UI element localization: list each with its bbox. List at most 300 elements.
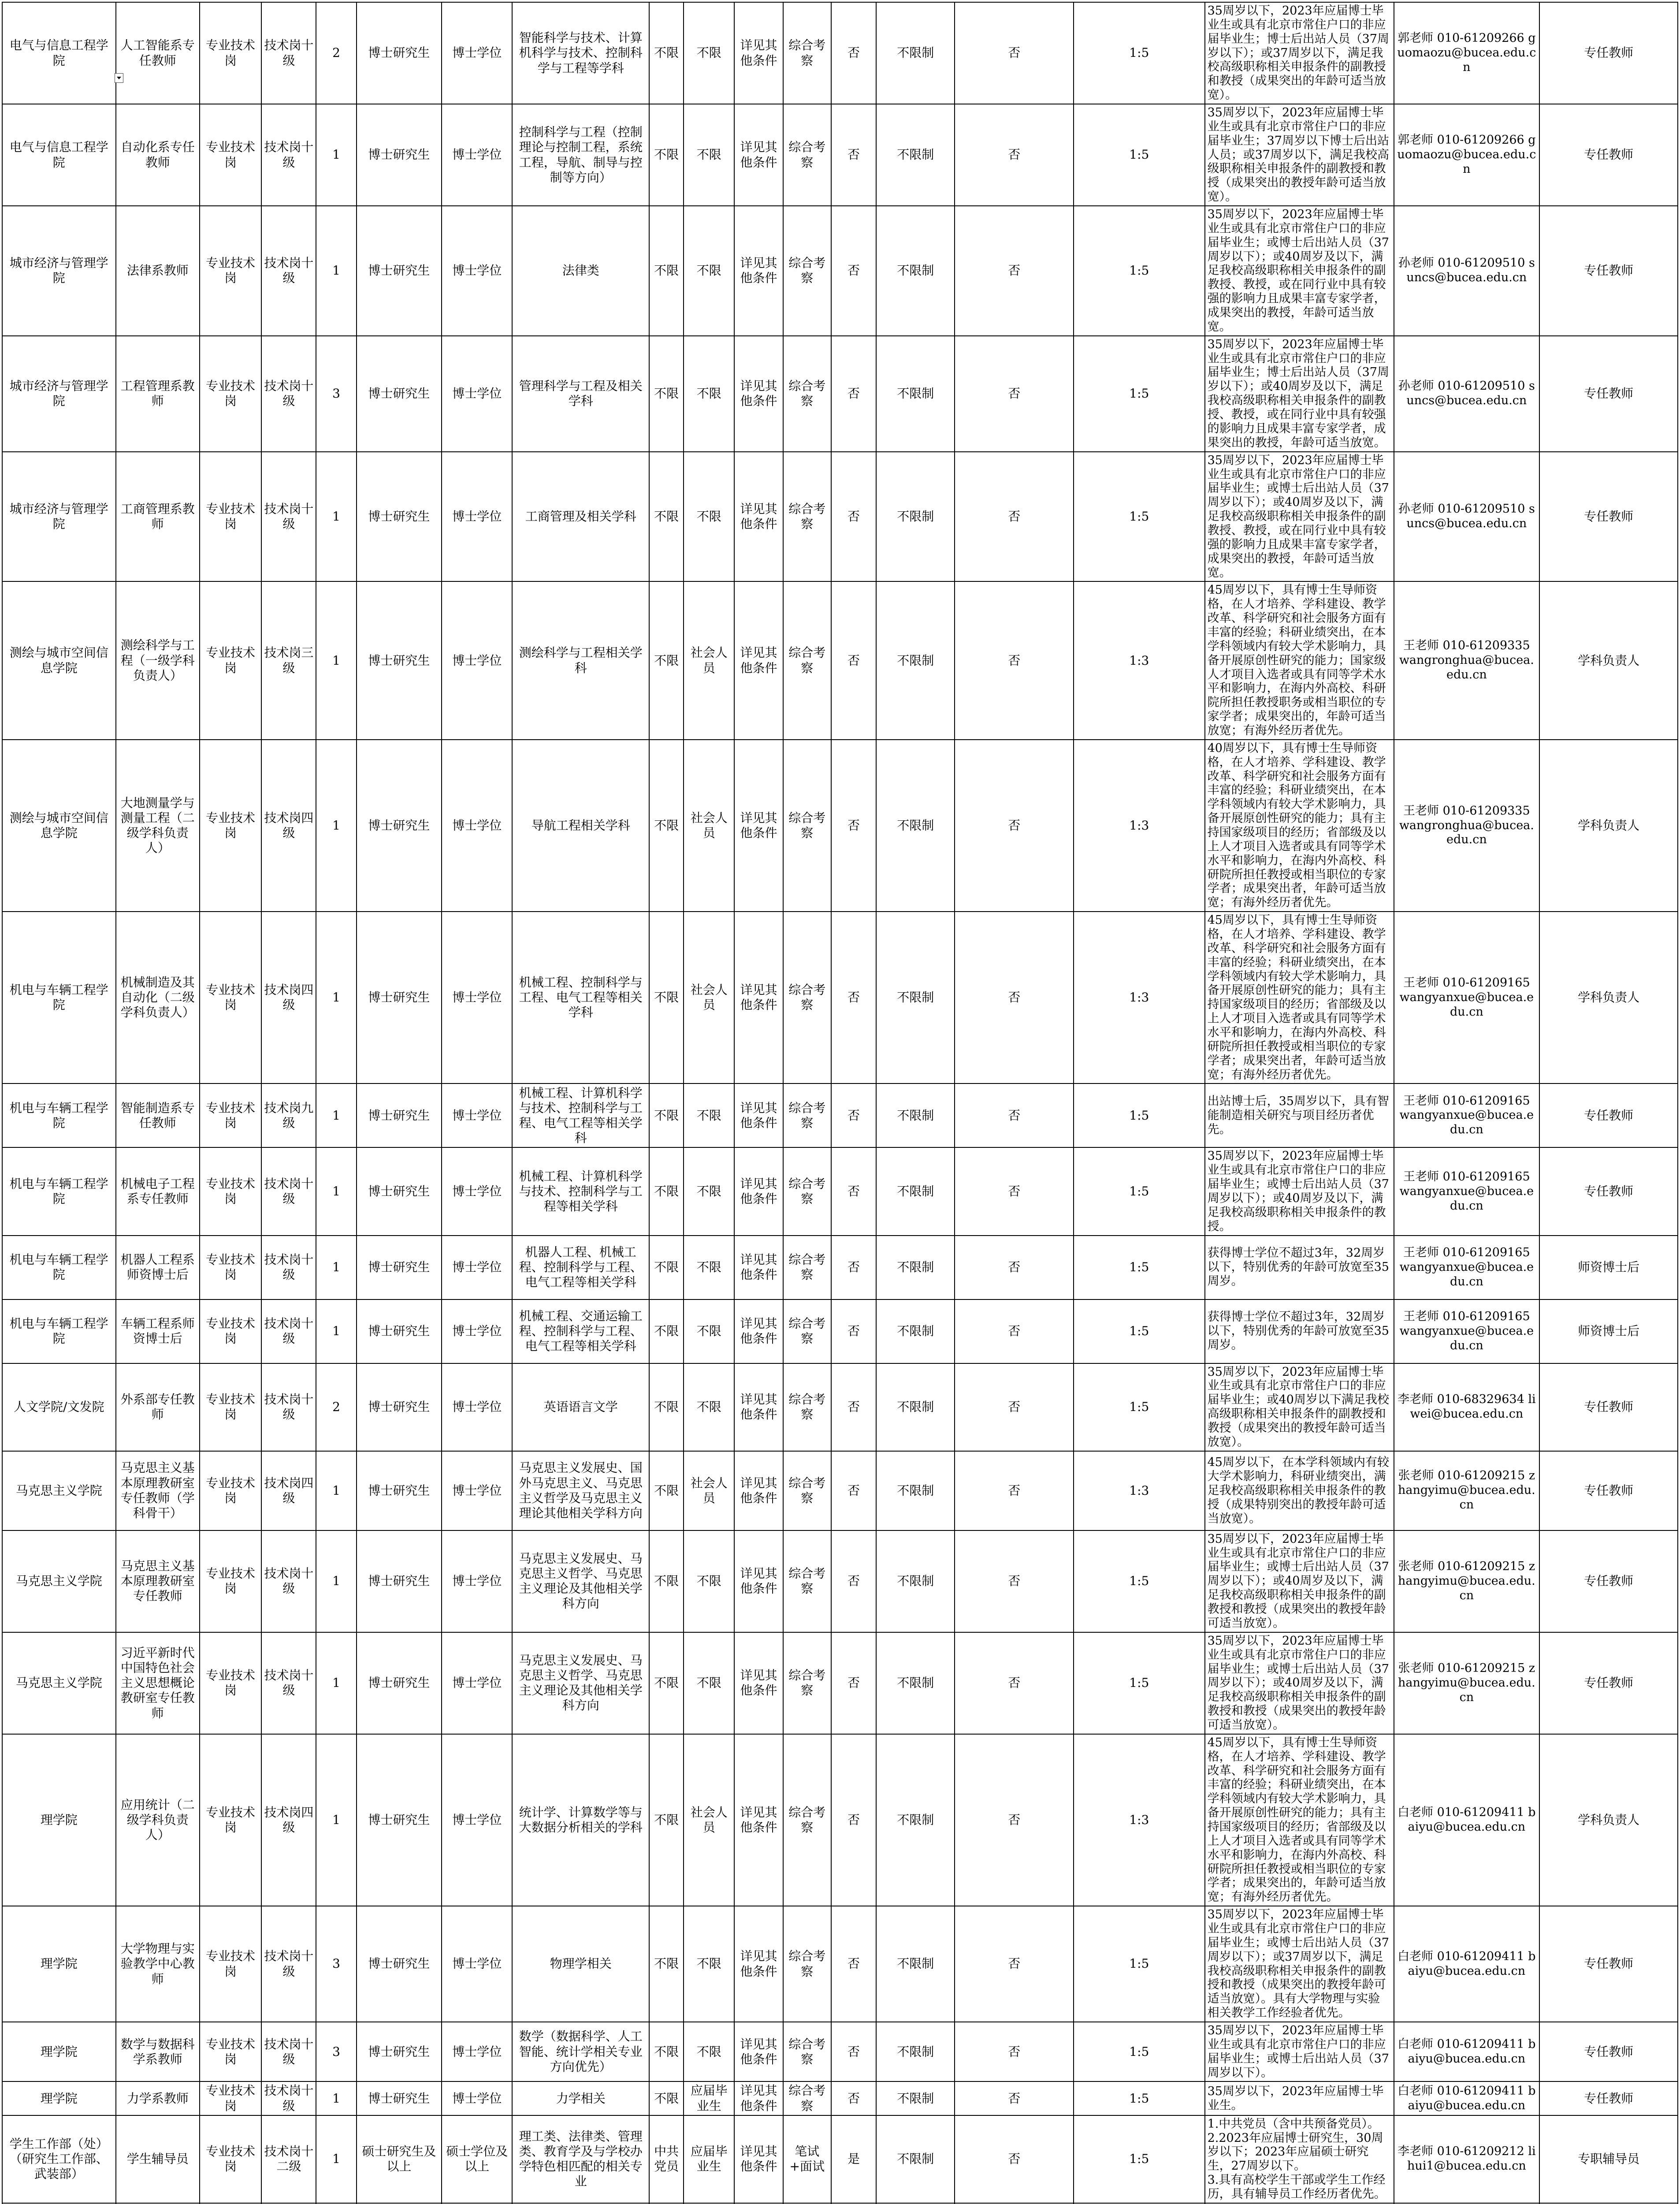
requirements-cell: 获得博士学位不超过3年，32周岁以下，特别优秀的年龄可放宽至35周岁。 (1205, 1236, 1394, 1299)
exam-method-cell: 综合考察 (783, 104, 831, 206)
requirements-cell (1205, 2203, 1394, 2204)
other-conditions-cell: 详见其他条件 (734, 912, 783, 1083)
contact-cell: 白老师 010-61209411 baiyu@bucea.edu.cn (1394, 2022, 1540, 2081)
education-cell: 博士研究生 (357, 2081, 442, 2115)
major-cell: 英语语言文学 (512, 1363, 649, 1451)
major-cell: 马克思主义发展史、马克思主义哲学、马克思主义理论及其他相关学科方向 (512, 1632, 649, 1734)
political-status-cell: 不限 (649, 1451, 684, 1530)
degree-cell: 博士学位 (442, 1147, 512, 1235)
education-cell (357, 2203, 442, 2204)
post-category-cell: 专业技术岗 (200, 1906, 261, 2022)
work-years-cell: 不限制 (876, 581, 955, 739)
department-cell: 人文学院/文发院 (2, 1363, 116, 1451)
contact-cell: 王老师 010-61209335 wangronghua@bucea.edu.cn (1394, 581, 1540, 739)
major-cell: 管理科学与工程及相关学科 (512, 336, 649, 452)
headcount-cell: 1 (316, 1299, 356, 1363)
political-status-cell: 不限 (649, 336, 684, 452)
post-category-cell: 专业技术岗 (200, 1363, 261, 1451)
contact-cell: 王老师 010-61209165 wangyanxue@bucea.edu.cn (1394, 1236, 1540, 1299)
post-category-cell: 专业技术岗 (200, 912, 261, 1083)
limit-cell: 否 (955, 740, 1074, 912)
education-cell: 博士研究生 (357, 581, 442, 739)
remark-cell: 师资博士后 (1539, 1236, 1678, 1299)
education-cell: 博士研究生 (357, 912, 442, 1083)
limit-cell: 否 (955, 1363, 1074, 1451)
major-cell: 工商管理及相关学科 (512, 452, 649, 582)
work-years-cell (876, 2203, 955, 2204)
headcount-cell: 1 (316, 1236, 356, 1299)
education-cell: 博士研究生 (357, 1147, 442, 1235)
education-cell: 博士研究生 (357, 1299, 442, 1363)
candidate-source-cell: 不限 (684, 1236, 734, 1299)
department-cell: 理学院 (2, 1906, 116, 2022)
ratio-cell: 1:3 (1074, 740, 1205, 912)
recruitment-table (2, 2, 1678, 2204)
post-level-cell: 技术岗九级 (261, 1083, 316, 1147)
work-years-cell: 不限制 (876, 104, 955, 206)
position-name-cell: 机械制造及其自动化（二级学科负责人） (116, 912, 200, 1083)
post-level-cell: 技术岗十级 (261, 1299, 316, 1363)
education-cell: 博士研究生 (357, 2, 442, 104)
position-name-cell: 机器人工程系师资博士后 (116, 1236, 200, 1299)
requirements-cell: 35周岁以下，2023年应届博士毕业生或具有北京市常住户口的非应届毕业生；博士后出站人员（37周岁以下）；或37周岁以下，满足我校高级职称相关申报条件的副教授和教授（成果突出的年龄可适当放宽）。 (1205, 2, 1394, 104)
other-conditions-cell: 详见其他条件 (734, 2081, 783, 2115)
remark-cell: 专任教师 (1539, 1632, 1678, 1734)
headcount-cell: 1 (316, 1083, 356, 1147)
department-cell: 机电与车辆工程学院 (2, 1147, 116, 1235)
written-exam-cell: 否 (831, 1906, 876, 2022)
department-cell: 城市经济与管理学院 (2, 206, 116, 336)
education-cell: 硕士研究生及以上 (357, 2115, 442, 2203)
ratio-cell: 1:5 (1074, 2115, 1205, 2203)
position-name-cell: 自动化系专任教师 (116, 104, 200, 206)
written-exam-cell: 否 (831, 206, 876, 336)
headcount-cell: 2 (316, 2, 356, 104)
post-category-cell: 专业技术岗 (200, 1734, 261, 1906)
ratio-cell: 1:3 (1074, 1734, 1205, 1906)
exam-method-cell: 综合考察 (783, 1530, 831, 1632)
position-name-cell: 测绘科学与工程（一级学科负责人） (116, 581, 200, 739)
ratio-cell: 1:5 (1074, 1632, 1205, 1734)
position-name-cell: 法律系教师 (116, 206, 200, 336)
requirements-cell: 35周岁以下，2023年应届博士毕业生或具有北京市常住户口的非应届毕业生；或博士后出站人员（37周岁以下）；或40周岁及以下，满足我校高级职称相关申报条件的副教授、教授，或在同行业中具有较强的影响力且成果丰富专家学者，成果突出的教授，年龄可适当放宽。 (1205, 206, 1394, 336)
major-cell: 机械工程、计算机科学与技术、控制科学与工程等相关学科 (512, 1147, 649, 1235)
headcount-cell: 1 (316, 1632, 356, 1734)
post-level-cell: 技术岗四级 (261, 740, 316, 912)
department-cell: 理学院 (2, 2081, 116, 2115)
remark-cell: 学科负责人 (1539, 1734, 1678, 1906)
table-row (2, 1530, 1678, 1632)
written-exam-cell (831, 2203, 876, 2204)
other-conditions-cell: 详见其他条件 (734, 2, 783, 104)
contact-cell: 张老师 010-61209215 zhangyimu@bucea.edu.cn (1394, 1530, 1540, 1632)
requirements-cell: 45周岁以下，具有博士生导师资格，在人才培养、学科建设、教学改革、科学研究和社会服务方面有丰富的经验；科研业绩突出，在本学科领域内有较大学术影响力，具备开展原创性研究的能力；国家级人才项目入选者或具有同等学术水平和影响力，在海内外高校、科研院所担任教授职务或相当职位的专家学者；成果突出的，年龄可适当放宽；有海外经历者优先。 (1205, 581, 1394, 739)
degree-cell: 博士学位 (442, 2022, 512, 2081)
table-row (2, 2081, 1678, 2115)
ratio-cell: 1:3 (1074, 1451, 1205, 1530)
requirements-cell: 35周岁以下，2023年应届博士毕业生或具有北京市常住户口的非应届毕业生；或博士后出站人员（37周岁以下）；或40周岁及以下，满足我校高级职称相关申报条件的副教授、教授，或在同行业中具有较强的影响力且成果丰富专家学者，成果突出的教授，年龄可适当放宽。 (1205, 452, 1394, 582)
candidate-source-cell: 不限 (684, 1530, 734, 1632)
post-level-cell (261, 2203, 316, 2204)
remark-cell: 专任教师 (1539, 1363, 1678, 1451)
position-name-cell: 机械电子工程系专任教师 (116, 1147, 200, 1235)
department-cell: 马克思主义学院 (2, 1451, 116, 1530)
headcount-cell: 1 (316, 1451, 356, 1530)
degree-cell: 博士学位 (442, 1363, 512, 1451)
table-row (2, 1451, 1678, 1530)
candidate-source-cell: 社会人员 (684, 1734, 734, 1906)
department-cell: 测绘与城市空间信息学院 (2, 740, 116, 912)
chevron-down-icon (117, 77, 121, 79)
limit-cell: 否 (955, 1734, 1074, 1906)
remark-cell: 专任教师 (1539, 1083, 1678, 1147)
education-cell: 博士研究生 (357, 206, 442, 336)
exam-method-cell: 综合考察 (783, 1906, 831, 2022)
candidate-source-cell: 社会人员 (684, 1451, 734, 1530)
candidate-source-cell: 不限 (684, 206, 734, 336)
other-conditions-cell: 详见其他条件 (734, 2022, 783, 2081)
other-conditions-cell: 详见其他条件 (734, 2115, 783, 2203)
post-level-cell: 技术岗十级 (261, 1906, 316, 2022)
table-row (2, 1299, 1678, 1363)
major-cell: 数学（数据科学、人工智能、统计学相关专业方向优先） (512, 2022, 649, 2081)
post-level-cell: 技术岗四级 (261, 912, 316, 1083)
contact-cell: 张老师 010-61209215 zhangyimu@bucea.edu.cn (1394, 1451, 1540, 1530)
post-level-cell: 技术岗十级 (261, 2022, 316, 2081)
limit-cell: 否 (955, 2115, 1074, 2203)
limit-cell: 否 (955, 1632, 1074, 1734)
requirements-cell: 35周岁以下，2023年应届博士毕业生或具有北京市常住户口的非应届毕业生；37周岁以下博士后出站人员；或37周岁以下，满足我校高级职称相关申报条件的副教授和教授（成果突出的教授年龄可适当放宽）。 (1205, 104, 1394, 206)
ratio-cell: 1:5 (1074, 1083, 1205, 1147)
work-years-cell: 不限制 (876, 1906, 955, 2022)
headcount-cell: 1 (316, 2081, 356, 2115)
degree-cell: 博士学位 (442, 1530, 512, 1632)
limit-cell: 否 (955, 581, 1074, 739)
work-years-cell: 不限制 (876, 2081, 955, 2115)
degree-cell: 硕士学位及以上 (442, 2115, 512, 2203)
education-cell: 博士研究生 (357, 1906, 442, 2022)
requirements-cell: 35周岁以下，2023年应届博士毕业生或具有北京市常住户口的非应届毕业生；或40周岁以下满足我校高级职称相关申报条件的副教授和教授（成果突出的教授年龄可适当放宽）。 (1205, 1363, 1394, 1451)
political-status-cell: 不限 (649, 2, 684, 104)
exam-method-cell: 综合考察 (783, 206, 831, 336)
written-exam-cell: 否 (831, 740, 876, 912)
degree-cell: 博士学位 (442, 1083, 512, 1147)
headcount-cell (316, 2203, 356, 2204)
headcount-cell: 1 (316, 740, 356, 912)
other-conditions-cell: 详见其他条件 (734, 1083, 783, 1147)
candidate-source-cell: 不限 (684, 1147, 734, 1235)
post-category-cell: 专业技术岗 (200, 104, 261, 206)
political-status-cell: 不限 (649, 740, 684, 912)
remark-cell: 专任教师 (1539, 206, 1678, 336)
written-exam-cell: 否 (831, 581, 876, 739)
remark-cell: 专任教师 (1539, 1906, 1678, 2022)
work-years-cell: 不限制 (876, 2115, 955, 2203)
department-cell: 电气与信息工程学院 (2, 104, 116, 206)
ratio-cell: 1:3 (1074, 912, 1205, 1083)
written-exam-cell: 否 (831, 104, 876, 206)
post-level-cell: 技术岗十级 (261, 1363, 316, 1451)
post-level-cell: 技术岗十级 (261, 1530, 316, 1632)
exam-method-cell: 综合考察 (783, 1236, 831, 1299)
written-exam-cell: 否 (831, 1083, 876, 1147)
degree-cell: 博士学位 (442, 1451, 512, 1530)
exam-method-cell: 综合考察 (783, 452, 831, 582)
candidate-source-cell: 不限 (684, 2022, 734, 2081)
work-years-cell: 不限制 (876, 740, 955, 912)
political-status-cell: 不限 (649, 206, 684, 336)
requirements-cell: 35周岁以下，2023年应届博士毕业生或具有北京市常住户口的非应届毕业生；或博士后出站人员（37周岁以下）。 (1205, 2022, 1394, 2081)
exam-method-cell: 综合考察 (783, 2081, 831, 2115)
contact-cell: 李老师 010-68329634 liwei@bucea.edu.cn (1394, 1363, 1540, 1451)
major-cell: 统计学、计算数学等与大数据分析相关的学科 (512, 1734, 649, 1906)
education-cell: 博士研究生 (357, 1236, 442, 1299)
position-name-cell: 学生辅导员 (116, 2115, 200, 2203)
table-row (2, 1632, 1678, 1734)
table-row (2, 2115, 1678, 2203)
post-level-cell: 技术岗四级 (261, 1734, 316, 1906)
department-cell: 机电与车辆工程学院 (2, 912, 116, 1083)
political-status-cell: 不限 (649, 912, 684, 1083)
degree-cell: 博士学位 (442, 2, 512, 104)
position-name-cell: 力学系教师 (116, 2081, 200, 2115)
work-years-cell: 不限制 (876, 1299, 955, 1363)
exam-method-cell: 综合考察 (783, 336, 831, 452)
exam-method-cell: 综合考察 (783, 2022, 831, 2081)
post-level-cell: 技术岗十级 (261, 2, 316, 104)
table-row (2, 104, 1678, 206)
major-cell: 法律类 (512, 206, 649, 336)
post-category-cell: 专业技术岗 (200, 2, 261, 104)
limit-cell: 否 (955, 104, 1074, 206)
post-category-cell: 专业技术岗 (200, 452, 261, 582)
candidate-source-cell (684, 2203, 734, 2204)
post-level-cell: 技术岗十级 (261, 1147, 316, 1235)
department-cell: 测绘与城市空间信息学院 (2, 581, 116, 739)
written-exam-cell: 否 (831, 2, 876, 104)
position-name-cell: 大地测量学与测量工程（二级学科负责人） (116, 740, 200, 912)
remark-cell: 专任教师 (1539, 2022, 1678, 2081)
limit-cell: 否 (955, 2, 1074, 104)
education-cell: 博士研究生 (357, 1530, 442, 1632)
exam-method-cell: 综合考察 (783, 1451, 831, 1530)
headcount-cell: 1 (316, 452, 356, 582)
requirements-cell: 40周岁以下，具有博士生导师资格，在人才培养、学科建设、教学改革、科学研究和社会服务方面有丰富的经验；科研业绩突出，在本学科领域内有较大学术影响力，具备开展原创性研究的能力；具有主持国家级项目的经历；省部级及以上人才项目入选者或具有同等学术水平和影响力，在海内外高校、科研院所担任教授或相当职位的专家学者；成果突出者，年龄可适当放宽；有海外经历者优先。 (1205, 740, 1394, 912)
limit-cell: 否 (955, 336, 1074, 452)
degree-cell: 博士学位 (442, 104, 512, 206)
headcount-cell: 1 (316, 581, 356, 739)
post-level-cell: 技术岗十级 (261, 206, 316, 336)
major-cell: 测绘科学与工程相关学科 (512, 581, 649, 739)
post-category-cell: 专业技术岗 (200, 1083, 261, 1147)
degree-cell: 博士学位 (442, 206, 512, 336)
other-conditions-cell: 详见其他条件 (734, 1363, 783, 1451)
exam-method-cell: 综合考察 (783, 1632, 831, 1734)
political-status-cell (649, 2203, 684, 2204)
position-name-cell (116, 2203, 200, 2204)
major-cell: 机械工程、交通运输工程、控制科学与工程、电气工程等相关学科 (512, 1299, 649, 1363)
position-name-cell: 习近平新时代中国特色社会主义思想概论教研室专任教师 (116, 1632, 200, 1734)
limit-cell: 否 (955, 912, 1074, 1083)
department-cell: 机电与车辆工程学院 (2, 1083, 116, 1147)
requirements-cell: 35周岁以下，2023年应届博士毕业生或具有北京市常住户口的非应届毕业生；或博士后出站人员（37周岁以下）；或37周岁以下，满足我校高级职称相关申报条件的副教授和教授（成果突出的教授年龄可适当放宽）。具有大学物理与实验相关教学工作经验者优先。 (1205, 1906, 1394, 2022)
exam-method-cell: 综合考察 (783, 912, 831, 1083)
political-status-cell: 不限 (649, 1236, 684, 1299)
ratio-cell: 1:5 (1074, 1299, 1205, 1363)
headcount-cell: 1 (316, 912, 356, 1083)
table-row (2, 206, 1678, 336)
requirements-cell: 35周岁以下，2023年应届博士毕业生或具有北京市常住户口的非应届毕业生；或博士后出站人员（37周岁以下）；或40周岁及以下，满足我校高级职称相关申报条件的副教授和教授（成果突出的教授年龄可适当放宽）。 (1205, 1632, 1394, 1734)
headcount-cell: 1 (316, 1734, 356, 1906)
contact-cell: 孙老师 010-61209510 suncs@bucea.edu.cn (1394, 336, 1540, 452)
degree-cell: 博士学位 (442, 1906, 512, 2022)
post-category-cell: 专业技术岗 (200, 581, 261, 739)
remark-cell: 学科负责人 (1539, 912, 1678, 1083)
headcount-cell: 1 (316, 1147, 356, 1235)
post-category-cell: 专业技术岗 (200, 2081, 261, 2115)
ratio-cell: 1:5 (1074, 452, 1205, 582)
ratio-cell: 1:5 (1074, 1147, 1205, 1235)
remark-cell (1539, 2203, 1678, 2204)
table-row (2, 1083, 1678, 1147)
written-exam-cell: 否 (831, 1363, 876, 1451)
post-category-cell: 专业技术岗 (200, 1236, 261, 1299)
exam-method-cell: 综合考察 (783, 2, 831, 104)
remark-cell: 专职辅导员 (1539, 2115, 1678, 2203)
department-cell: 学生工作部（处）（研究生工作部、武装部） (2, 2115, 116, 2203)
written-exam-cell: 否 (831, 1299, 876, 1363)
position-name-cell: 马克思主义基本原理教研室专任教师（学科骨干） (116, 1451, 200, 1530)
political-status-cell: 不限 (649, 452, 684, 582)
ratio-cell: 1:5 (1074, 1236, 1205, 1299)
political-status-cell: 中共党员 (649, 2115, 684, 2203)
contact-cell: 白老师 010-61209411 baiyu@bucea.edu.cn (1394, 1734, 1540, 1906)
department-cell: 机电与车辆工程学院 (2, 1236, 116, 1299)
post-level-cell: 技术岗三级 (261, 581, 316, 739)
other-conditions-cell: 详见其他条件 (734, 206, 783, 336)
written-exam-cell: 否 (831, 336, 876, 452)
ratio-cell: 1:3 (1074, 581, 1205, 739)
department-cell (2, 2203, 116, 2204)
written-exam-cell: 否 (831, 1451, 876, 1530)
work-years-cell: 不限制 (876, 1363, 955, 1451)
department-cell: 机电与车辆工程学院 (2, 1299, 116, 1363)
degree-cell: 博士学位 (442, 2081, 512, 2115)
written-exam-cell: 是 (831, 2115, 876, 2203)
exam-method-cell: 综合考察 (783, 581, 831, 739)
degree-cell: 博士学位 (442, 1236, 512, 1299)
contact-cell: 王老师 010-61209165 wangyanxue@bucea.edu.cn (1394, 1299, 1540, 1363)
headcount-cell: 3 (316, 1906, 356, 2022)
post-category-cell: 专业技术岗 (200, 336, 261, 452)
post-category-cell: 专业技术岗 (200, 1632, 261, 1734)
limit-cell (955, 2203, 1074, 2204)
major-cell: 马克思主义发展史、马克思主义哲学、马克思主义理论及其他相关学科方向 (512, 1530, 649, 1632)
department-cell: 理学院 (2, 1734, 116, 1906)
post-level-cell: 技术岗四级 (261, 1451, 316, 1530)
contact-cell (1394, 2203, 1540, 2204)
remark-cell: 专任教师 (1539, 1530, 1678, 1632)
work-years-cell: 不限制 (876, 2022, 955, 2081)
post-level-cell: 技术岗十级 (261, 104, 316, 206)
exam-method-cell (783, 2203, 831, 2204)
requirements-cell: 1.中共党员（含中共预备党员）。 2.2023年应届博士研究生，30周岁以下；2023年应届硕士研究生，27周岁以下。 3.具有高校学生干部或学生工作经历，具有辅导员工作经历者优先。 (1205, 2115, 1394, 2203)
limit-cell: 否 (955, 1236, 1074, 1299)
remark-cell: 专任教师 (1539, 452, 1678, 582)
political-status-cell: 不限 (649, 1530, 684, 1632)
candidate-source-cell: 不限 (684, 452, 734, 582)
requirements-cell: 获得博士学位不超过3年，32周岁以下，特别优秀的年龄可放宽至35周岁。 (1205, 1299, 1394, 1363)
headcount-cell: 1 (316, 206, 356, 336)
contact-cell: 李老师 010-61209212 lihui1@bucea.edu.cn (1394, 2115, 1540, 2203)
other-conditions-cell: 详见其他条件 (734, 1734, 783, 1906)
filter-dropdown-button[interactable] (115, 73, 123, 83)
work-years-cell: 不限制 (876, 206, 955, 336)
position-name-cell: 应用统计（二级学科负责人） (116, 1734, 200, 1906)
other-conditions-cell: 详见其他条件 (734, 1147, 783, 1235)
post-category-cell: 专业技术岗 (200, 2115, 261, 2203)
remark-cell: 专任教师 (1539, 1451, 1678, 1530)
work-years-cell: 不限制 (876, 1451, 955, 1530)
candidate-source-cell: 不限 (684, 1299, 734, 1363)
post-category-cell: 专业技术岗 (200, 1451, 261, 1530)
contact-cell: 孙老师 010-61209510 suncs@bucea.edu.cn (1394, 452, 1540, 582)
candidate-source-cell: 应届毕业生 (684, 2115, 734, 2203)
position-name-cell: 工商管理系教师 (116, 452, 200, 582)
degree-cell: 博士学位 (442, 1632, 512, 1734)
candidate-source-cell: 不限 (684, 1632, 734, 1734)
degree-cell (442, 2203, 512, 2204)
position-name-cell: 马克思主义基本原理教研室专任教师 (116, 1530, 200, 1632)
other-conditions-cell: 详见其他条件 (734, 1236, 783, 1299)
contact-cell: 孙老师 010-61209510 suncs@bucea.edu.cn (1394, 206, 1540, 336)
ratio-cell: 1:5 (1074, 2022, 1205, 2081)
exam-method-cell: 综合考察 (783, 1734, 831, 1906)
exam-method-cell: 笔试+面试 (783, 2115, 831, 2203)
political-status-cell: 不限 (649, 1363, 684, 1451)
exam-method-cell: 综合考察 (783, 1083, 831, 1147)
exam-method-cell: 综合考察 (783, 1363, 831, 1451)
candidate-source-cell: 应届毕业生 (684, 2081, 734, 2115)
limit-cell: 否 (955, 206, 1074, 336)
ratio-cell: 1:5 (1074, 2081, 1205, 2115)
position-name-cell: 外系部专任教师 (116, 1363, 200, 1451)
education-cell: 博士研究生 (357, 2022, 442, 2081)
candidate-source-cell: 社会人员 (684, 912, 734, 1083)
political-status-cell: 不限 (649, 1147, 684, 1235)
political-status-cell: 不限 (649, 1299, 684, 1363)
ratio-cell: 1:5 (1074, 1530, 1205, 1632)
major-cell: 控制科学与工程（控制理论与控制工程，系统工程，导航、制导与控制等方向） (512, 104, 649, 206)
education-cell: 博士研究生 (357, 336, 442, 452)
position-name-cell: 大学物理与实验教学中心教师 (116, 1906, 200, 2022)
department-cell: 理学院 (2, 2022, 116, 2081)
other-conditions-cell: 详见其他条件 (734, 1530, 783, 1632)
position-name-cell: 工程管理系教师 (116, 336, 200, 452)
department-cell: 电气与信息工程学院 (2, 2, 116, 104)
remark-cell: 专任教师 (1539, 1147, 1678, 1235)
requirements-cell: 35周岁以下，2023年应届博士毕业生或具有北京市常住户口的非应届毕业生；博士后出站人员（37周岁以下）；或40周岁及以下，满足我校高级职称相关申报条件的副教授、教授，或在同行业中具有较强的影响力且成果丰富专家学者，成果突出的教授，年龄可适当放宽。 (1205, 336, 1394, 452)
work-years-cell: 不限制 (876, 1236, 955, 1299)
candidate-source-cell: 不限 (684, 104, 734, 206)
ratio-cell (1074, 2203, 1205, 2204)
ratio-cell: 1:5 (1074, 206, 1205, 336)
other-conditions-cell: 详见其他条件 (734, 740, 783, 912)
education-cell: 博士研究生 (357, 1632, 442, 1734)
degree-cell: 博士学位 (442, 1734, 512, 1906)
major-cell: 导航工程相关学科 (512, 740, 649, 912)
education-cell: 博士研究生 (357, 104, 442, 206)
